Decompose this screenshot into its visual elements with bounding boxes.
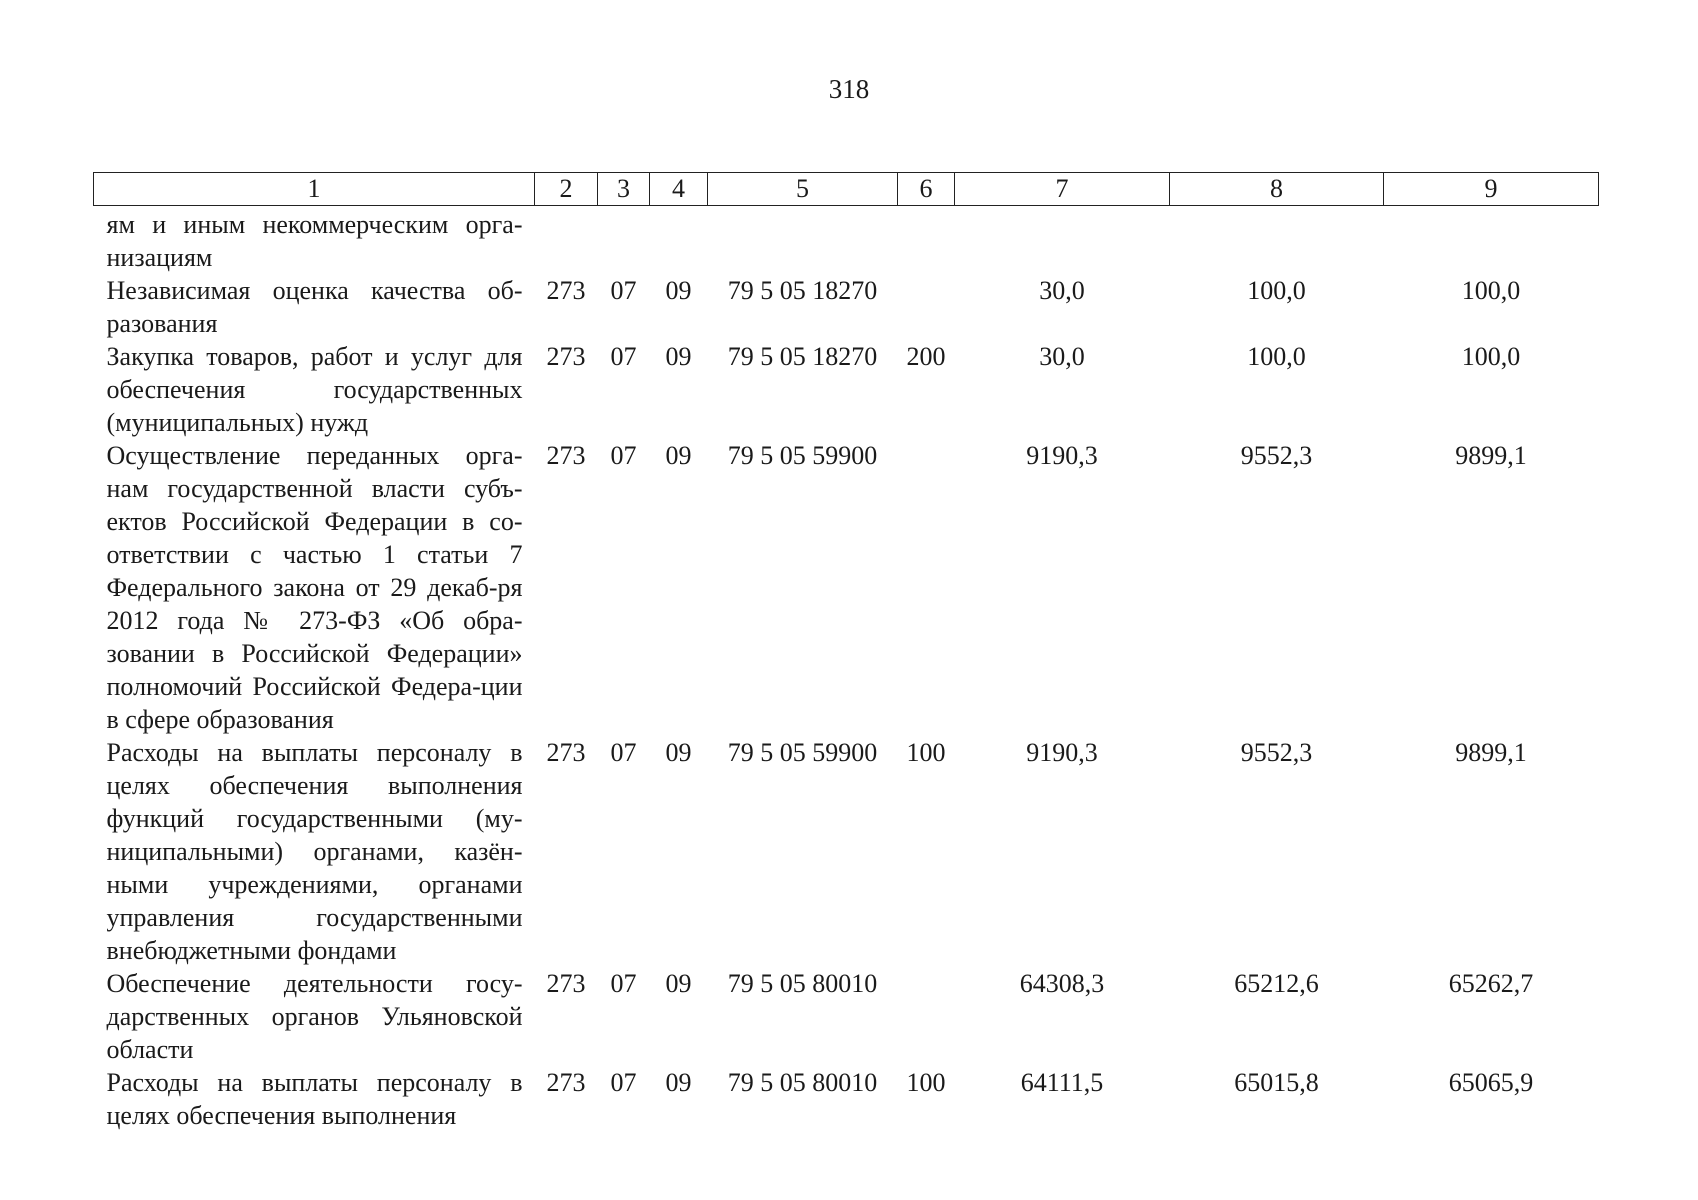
cell-subsection-code: 09 [665,276,692,305]
column-header: 1 [94,173,535,206]
cell-amount-2: 9552,3 [1240,441,1313,470]
cell-section-code: 07 [610,342,637,371]
cell-amount-1: 64308,3 [1019,969,1105,998]
cell-amount-3: 100,0 [1461,342,1521,371]
cell-ministry-code: 273 [546,342,586,371]
cell-section-code [598,206,650,275]
row-description: Расходы на выплаты персоналу в целях обеспечения выполнения [106,1068,523,1130]
column-header: 5 [708,173,898,206]
cell-amount-1: 30,0 [1039,276,1085,305]
cell-ministry-code: 273 [546,969,586,998]
cell-target-article: 79 5 05 59900 [727,441,878,470]
table-row [94,439,1599,736]
cell-section-code: 07 [610,969,637,998]
cell-expense-type: 200 [906,342,946,371]
cell-amount-3: 100,0 [1461,276,1521,305]
column-header: 4 [650,173,708,206]
budget-table [93,172,1599,1132]
table-header-row [94,173,1599,206]
cell-target-article: 79 5 05 80010 [727,1068,878,1097]
cell-amount-3: 9899,1 [1455,738,1527,767]
cell-amount-3: 65065,9 [1448,1068,1534,1097]
cell-target-article [708,206,898,275]
cell-subsection-code: 09 [665,1068,692,1097]
cell-expense-type [898,206,955,275]
cell-ministry-code: 273 [546,276,586,305]
table-row [94,274,1599,340]
cell-section-code: 07 [610,1068,637,1097]
cell-subsection-code: 09 [665,738,692,767]
cell-expense-type: 100 [906,738,946,767]
cell-expense-type [898,274,955,340]
cell-section-code: 07 [610,738,637,767]
cell-amount-3: 9899,1 [1455,441,1527,470]
table-row [94,206,1599,275]
cell-amount-2: 65015,8 [1234,1068,1319,1097]
cell-expense-type [898,439,955,736]
cell-section-code: 07 [610,276,637,305]
cell-subsection-code: 09 [665,441,692,470]
cell-subsection-code [650,206,708,275]
cell-amount-2: 9552,3 [1240,738,1313,767]
page-number: 318 [828,74,870,104]
cell-expense-type [898,967,955,1066]
cell-target-article: 79 5 05 18270 [727,342,878,371]
row-description: Обеспечение деятельности госу-дарственных органов Ульяновской области [106,969,523,1064]
cell-amount-1: 30,0 [1039,342,1085,371]
column-header: 8 [1170,173,1384,206]
cell-subsection-code: 09 [665,342,692,371]
cell-amount-2: 65212,6 [1234,969,1319,998]
row-description: Независимая оценка качества об-разования [106,276,523,338]
column-header: 6 [898,173,955,206]
column-header: 3 [598,173,650,206]
row-description: Осуществление переданных орга-нам государственной власти субъ-ектов Российской Федерации в со-ответствии с частью 1 статьи 7 Федерального закона от 29 декаб-ря 2012 года № 273-ФЗ «Об обра-зовании в Российской Федерации» полномочий Российской Федера-ции в сфере образования [106,441,523,734]
table-row [94,736,1599,967]
table-row [94,1066,1599,1132]
cell-amount-3: 65262,7 [1448,969,1534,998]
cell-target-article: 79 5 05 80010 [727,969,878,998]
table-row [94,967,1599,1066]
column-header: 2 [535,173,598,206]
cell-expense-type: 100 [906,1068,946,1097]
cell-amount-1: 9190,3 [1026,441,1098,470]
table-row [94,340,1599,439]
cell-amount-2: 100,0 [1247,342,1306,371]
cell-amount-1: 9190,3 [1026,738,1098,767]
cell-target-article: 79 5 05 18270 [727,276,878,305]
cell-amount-1: 64111,5 [1020,1068,1104,1097]
column-header: 7 [955,173,1170,206]
cell-amount-1 [955,206,1170,275]
row-description: ям и иным некоммерческим орга-низациям [106,210,523,272]
cell-ministry-code [535,206,598,275]
cell-ministry-code: 273 [546,1068,586,1097]
cell-ministry-code: 273 [546,441,586,470]
cell-section-code: 07 [610,441,637,470]
row-description: Закупка товаров, работ и услуг для обеспечения государственных (муниципальных) нужд [106,342,523,437]
column-header: 9 [1384,173,1599,206]
cell-amount-2: 100,0 [1247,276,1306,305]
cell-subsection-code: 09 [665,969,692,998]
cell-amount-2 [1170,206,1384,275]
cell-ministry-code: 273 [546,738,586,767]
cell-amount-3 [1384,206,1599,275]
cell-target-article: 79 5 05 59900 [727,738,878,767]
row-description: Расходы на выплаты персоналу в целях обеспечения выполнения функций государственными (му-ниципальными) органами, казён-ными учреждениями, органами управления государственными внебюджетными фондами [106,738,523,965]
